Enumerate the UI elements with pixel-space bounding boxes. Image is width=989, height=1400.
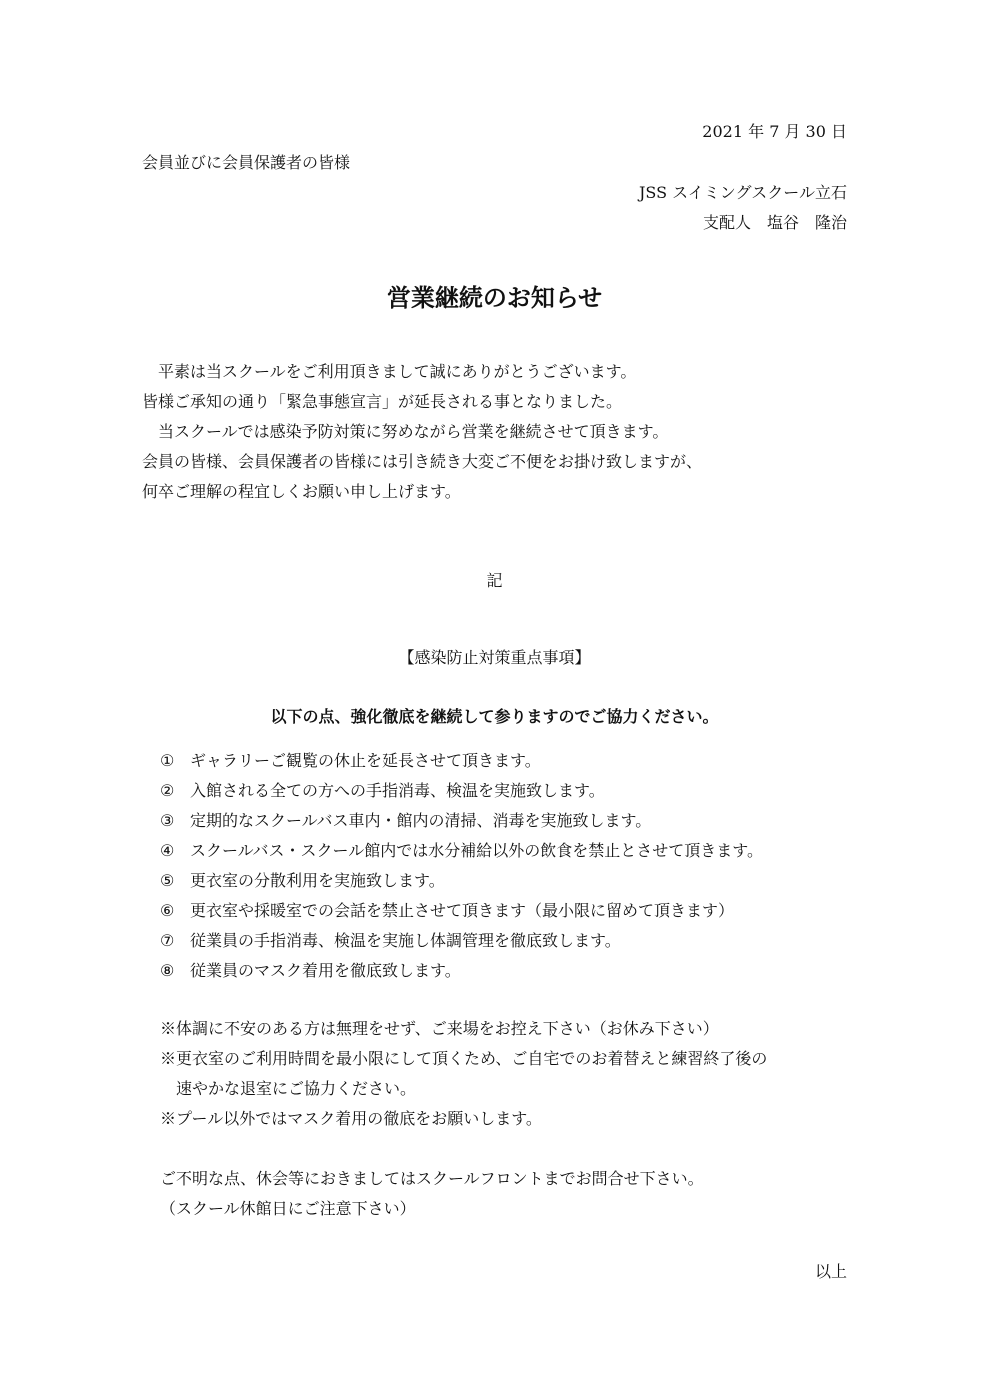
- item-number: ⑦: [160, 931, 175, 950]
- item-number: ⑤: [160, 871, 175, 890]
- item-number: ⑥: [160, 901, 175, 920]
- ki-marker: 記: [486, 571, 503, 590]
- section-heading: 【感染防止対策重点事項】: [398, 648, 591, 667]
- note-line: ※更衣室のご利用時間を最小限にして頂くため、ご自宅でのお着替えと練習終了後の: [160, 1049, 768, 1068]
- list-item: [160, 783, 605, 799]
- item-text: 従業員の手指消毒、検温を実施し体調管理を徹底致します。: [190, 931, 621, 950]
- section-lead: 以下の点、強化徹底を継続して参りますのでご協力ください。: [270, 707, 719, 726]
- sender-person: 支配人 塩谷 隆治: [702, 213, 847, 232]
- item-text: ギャラリーご観覧の休止を延長させて頂きます。: [190, 751, 541, 770]
- contact-line: ご不明な点、休会等におきましてはスクールフロントまでお問合せ下さい。: [160, 1169, 704, 1188]
- sender-organization: JSS スイミングスクール立石: [638, 183, 847, 202]
- item-number: ④: [160, 841, 175, 860]
- page-title: 営業継続のお知らせ: [386, 283, 603, 312]
- list-item: [160, 873, 445, 889]
- closing-mark: 以上: [814, 1262, 847, 1281]
- item-text: 更衣室の分散利用を実施致します。: [190, 871, 445, 890]
- item-text: 定期的なスクールバス車内・館内の清掃、消毒を実施致します。: [190, 811, 652, 830]
- item-text: 更衣室や採暖室での会話を禁止させて頂きます（最小限に留めて頂きます）: [190, 901, 735, 920]
- intro-line: 平素は当スクールをご利用頂きまして誠にありがとうございます。: [142, 362, 637, 381]
- item-number: ①: [160, 751, 175, 770]
- contact-line: （スクール休館日にご注意下さい）: [160, 1199, 416, 1218]
- item-number: ②: [160, 781, 175, 800]
- item-number: ③: [160, 811, 175, 830]
- intro-line: 皆様ご承知の通り「緊急事態宣言」が延長される事となりました。: [142, 392, 623, 411]
- note-line: 速やかな退室にご協力ください。: [160, 1079, 417, 1098]
- intro-line: 何卒ご理解の程宜しくお願い申し上げます。: [142, 482, 461, 501]
- note-line: ※体調に不安のある方は無理をせず、ご来場をお控え下さい（お休み下さい）: [160, 1019, 719, 1038]
- list-item: [160, 813, 651, 829]
- list-item: [160, 903, 734, 919]
- item-number: ⑧: [160, 961, 175, 980]
- item-text: スクールバス・スクール館内では水分補給以外の飲食を禁止とさせて頂きます。: [190, 841, 763, 860]
- list-item: [160, 963, 461, 979]
- list-item: [160, 753, 541, 769]
- item-text: 入館される全ての方への手指消毒、検温を実施致します。: [190, 781, 605, 800]
- intro-line: 当スクールでは感染予防対策に努めながら営業を継続させて頂きます。: [142, 422, 669, 441]
- list-item: [160, 843, 763, 859]
- list-item: [160, 933, 621, 949]
- item-text: 従業員のマスク着用を徹底致します。: [190, 961, 461, 980]
- note-line: ※プール以外ではマスク着用の徹底をお願いします。: [160, 1109, 542, 1128]
- document-date: 2021 年 7 月 30 日: [702, 122, 847, 141]
- recipient-line: 会員並びに会員保護者の皆様: [142, 153, 351, 172]
- intro-line: 会員の皆様、会員保護者の皆様には引き続き大変ご不便をお掛け致しますが、: [142, 452, 703, 471]
